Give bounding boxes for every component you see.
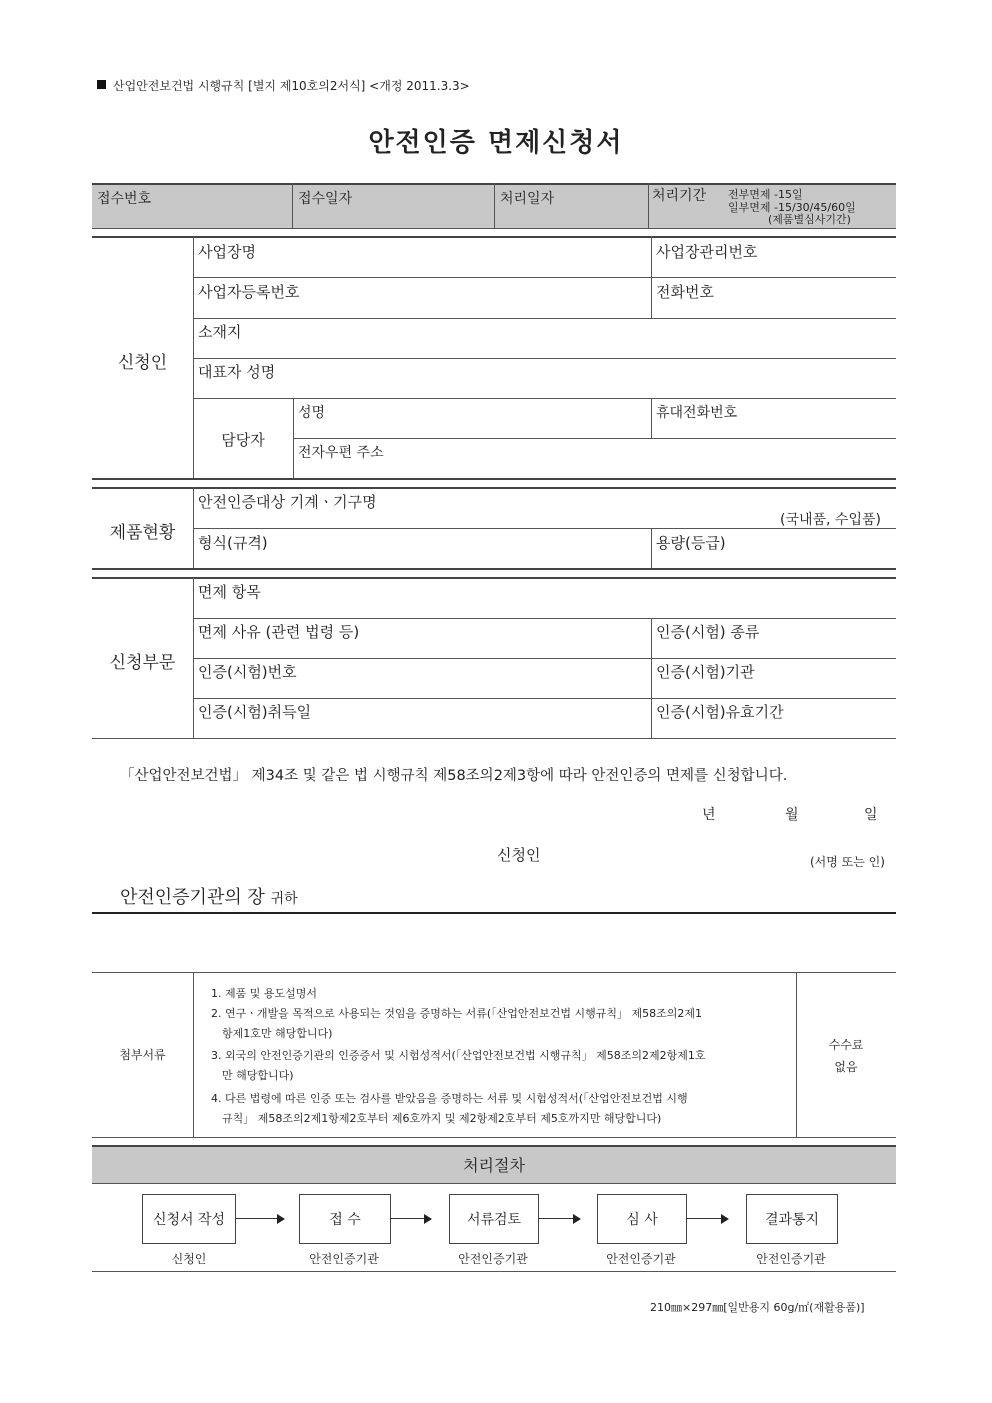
step-receive-box (299, 1194, 391, 1244)
declaration-text: 「산업안전보건법」 제34조 및 같은 법 시행규칙 제58조의2제3항에 따라 안전인증의 면제를 신청합니다. (120, 768, 788, 784)
step-review-box (449, 1194, 539, 1244)
period-partial-exemption: 일부면제 -15/30/45/60일 (728, 201, 856, 214)
step-receive-label: 접 수 (329, 1212, 361, 1228)
applicant-section-label: 신청인 (117, 353, 168, 373)
cert-no-field[interactable]: 인증(시험)번호 (198, 663, 297, 681)
attachment-item-4-cont: 규칙」 제58조의2제1항제2호부터 제6호까지 및 제2항제2호부터 제5호까지만 해당합니다) (222, 1112, 662, 1125)
step-examine-box (597, 1194, 687, 1244)
contact-name-field[interactable]: 성명 (298, 405, 326, 421)
arrow-line-4 (686, 1218, 721, 1219)
arrow-right-icon (721, 1214, 729, 1224)
exempt-reason-field[interactable]: 면제 사유 (관련 법령 등) (198, 623, 360, 641)
paper-spec: 210㎜×297㎜[일반용지 60g/㎡(재활용품)] (650, 1301, 865, 1314)
attachment-item-1: 1. 제품 및 용도설명서 (211, 987, 317, 1000)
procedure-title-bar (92, 1145, 896, 1183)
page-title: 안전인증 면제신청서 (368, 128, 624, 158)
business-reg-no-field[interactable]: 사업자등록번호 (198, 283, 300, 301)
arrow-right-icon (424, 1214, 432, 1224)
step-review-label: 서류검토 (466, 1212, 522, 1228)
step-apply-actor: 신청인 (171, 1252, 207, 1266)
attachments-label: 첨부서류 (119, 1048, 166, 1062)
capacity-field[interactable]: 용량(등급) (656, 534, 726, 552)
step-examine-actor: 안전인증기관 (606, 1252, 676, 1266)
request-section-label: 신청부문 (109, 653, 176, 673)
procedure-title: 처리절차 (463, 1155, 525, 1175)
phone-field[interactable]: 전화번호 (656, 283, 714, 301)
step-notify-label: 결과통지 (764, 1212, 820, 1228)
step-notify-box (746, 1194, 838, 1244)
step-apply-label: 신청서 작성 (152, 1212, 226, 1228)
arrow-line-1 (235, 1218, 277, 1219)
step-receive-actor: 안전인증기관 (309, 1252, 379, 1266)
process-date-label: 처리일자 (500, 191, 555, 207)
attachment-item-4: 4. 다른 법령에 따른 인증 또는 검사를 받았음을 증명하는 서류 및 시험성적서(「산업안전보건법 시행 (211, 1092, 688, 1105)
period-full-exemption: 전부면제 -15일 (728, 188, 803, 201)
contact-person-label: 담당자 (221, 431, 265, 449)
business-mgmt-no-field[interactable]: 사업장관리번호 (656, 243, 758, 261)
addressee (120, 883, 298, 909)
step-notify-actor: 안전인증기관 (756, 1252, 826, 1266)
date-day[interactable]: 일 (864, 807, 878, 823)
bullet-square-icon (97, 80, 106, 89)
arrow-right-icon (573, 1214, 581, 1224)
cert-org-field[interactable]: 인증(시험)기관 (656, 663, 755, 681)
date-year[interactable]: 년 (702, 807, 716, 823)
receipt-number-label: 접수번호 (97, 191, 152, 207)
arrow-right-icon (277, 1214, 285, 1224)
fee-label: 수수료 (828, 1038, 864, 1052)
attachment-item-3: 3. 외국의 안전인증기관의 인증증서 및 시험성적서(「산업안전보건법 시행규칙」 제58조의2제2항제1호 (211, 1049, 706, 1062)
representative-field[interactable]: 대표자 성명 (198, 363, 276, 381)
email-field[interactable]: 전자우편 주소 (298, 445, 384, 461)
arrow-line-3 (538, 1218, 573, 1219)
applicant-sign-label: 신청인 (497, 846, 541, 864)
attachment-item-2: 2. 연구ㆍ개발을 목적으로 사용되는 것임을 증명하는 서류(「산업안전보건법 시행규칙」 제58조의2제1 (211, 1007, 703, 1020)
address-field[interactable]: 소재지 (198, 323, 242, 341)
form-source-line: 산업안전보건법 시행규칙 [별지 제10호의2서식] <개정 2011.3.3> (113, 79, 470, 93)
step-apply-box (142, 1194, 236, 1244)
fee-value: 없음 (834, 1060, 858, 1074)
addressee-suffix: 귀하 (270, 891, 298, 907)
cert-type-field[interactable]: 인증(시험) 종류 (656, 623, 760, 641)
step-review-actor: 안전인증기관 (458, 1252, 528, 1266)
process-period-label: 처리기간 (652, 188, 707, 204)
origin-options: (국내품, 수입품) (780, 512, 881, 528)
attachment-item-3-cont: 만 해당합니다) (222, 1069, 294, 1082)
business-name-field[interactable]: 사업장명 (198, 243, 256, 261)
sign-or-seal[interactable]: (서명 또는 인) (810, 855, 885, 869)
mobile-field[interactable]: 휴대전화번호 (656, 405, 738, 421)
cert-date-field[interactable]: 인증(시험)취득일 (198, 703, 312, 721)
product-section-label: 제품현황 (109, 523, 176, 543)
exempt-items-field[interactable]: 면제 항목 (198, 583, 261, 601)
arrow-line-2 (390, 1218, 424, 1219)
receipt-date-label: 접수일자 (298, 191, 353, 207)
period-note: (제품별심사기간) (768, 213, 851, 226)
addressee-name: 안전인증기관의 장 (120, 887, 265, 908)
attachment-item-2-cont: 항제1호만 해당합니다) (222, 1027, 333, 1040)
machine-name-field[interactable]: 안전인증대상 기계ㆍ기구명 (198, 493, 377, 511)
date-month[interactable]: 월 (785, 807, 799, 823)
step-examine-label: 심 사 (626, 1212, 658, 1228)
cert-valid-field[interactable]: 인증(시험)유효기간 (656, 703, 784, 721)
model-field[interactable]: 형식(규격) (198, 534, 268, 552)
